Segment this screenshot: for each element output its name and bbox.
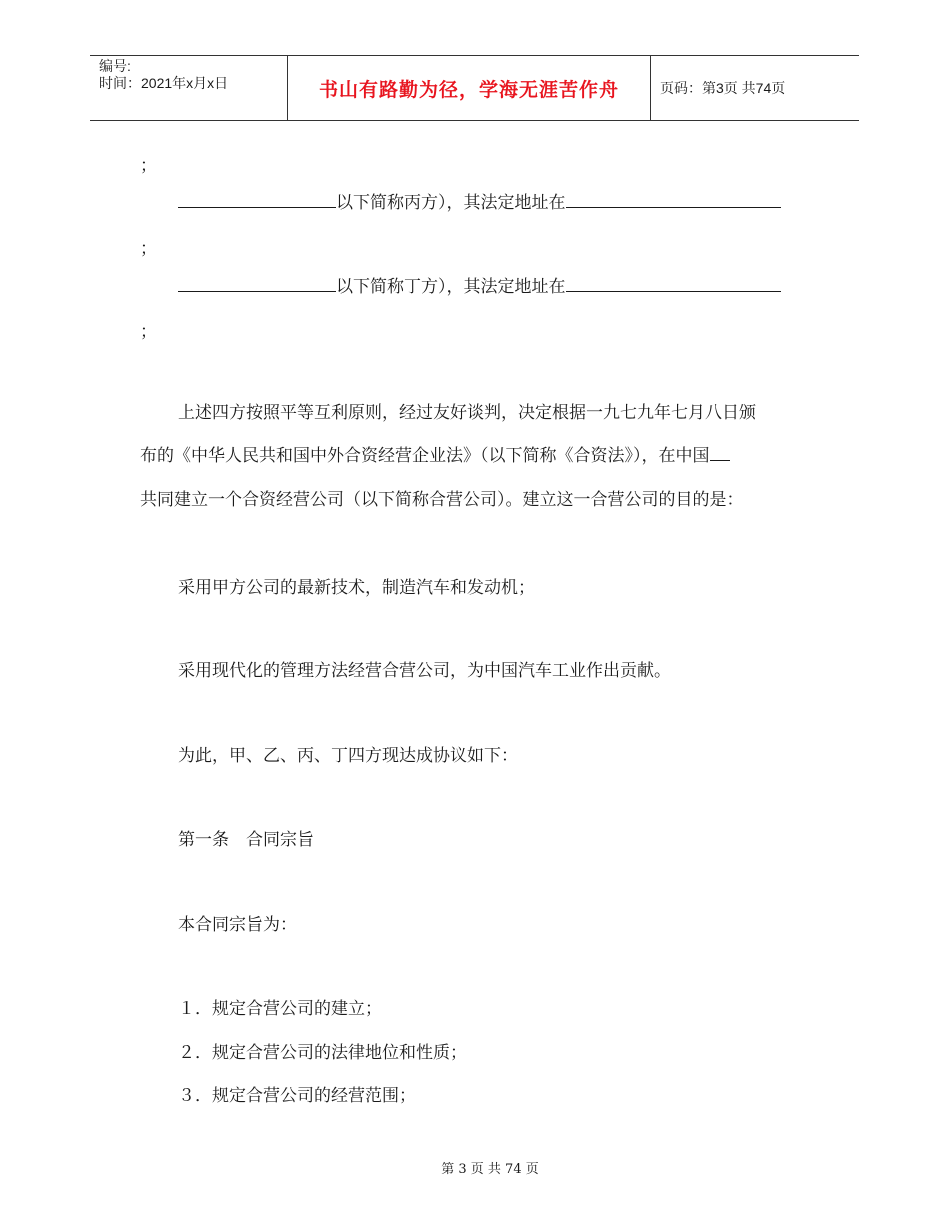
blank-field <box>178 275 336 292</box>
blank-field <box>566 275 781 292</box>
semicolon-line: ； <box>140 156 157 176</box>
paragraph-line: 上述四方按照平等互利原则，经过友好谈判，决定根据一九七九年七月八日颁 <box>178 403 756 423</box>
semicolon-line: ； <box>140 239 157 259</box>
page-footer: 第 3 页 共 74 页 <box>441 1162 539 1177</box>
party-c-text: 以下简称丙方），其法定地址在 <box>336 193 566 213</box>
party-d-line <box>178 272 781 297</box>
agreement-line: 为此，甲、乙、丙、丁四方现达成协议如下： <box>178 746 518 766</box>
header-page-info: 页码：第3页 共74页 <box>660 80 786 96</box>
list-item: ３．规定合营公司的经营范围； <box>178 1086 416 1106</box>
header-meta <box>90 56 287 120</box>
time-label: 时间：2021年x月x日 <box>99 75 229 91</box>
purpose-line: 采用现代化的管理方法经营合营公司，为中国汽车工业作出贡献。 <box>178 661 671 681</box>
blank-field <box>566 191 781 208</box>
list-item: ２．规定合营公司的法律地位和性质； <box>178 1043 467 1063</box>
header-motto: 书山有路勤为径，学海无涯苦作舟 <box>287 56 651 120</box>
party-c-line <box>178 188 781 213</box>
number-label: 编号: <box>99 58 131 74</box>
paragraph-line <box>140 441 730 466</box>
party-d-text: 以下简称丁方），其法定地址在 <box>336 277 566 297</box>
purpose-line: 采用甲方公司的最新技术，制造汽车和发动机； <box>178 578 535 598</box>
blank-field <box>710 444 730 461</box>
semicolon-line: ； <box>140 322 157 342</box>
article-heading: 第一条 合同宗旨 <box>178 830 314 850</box>
blank-field <box>178 191 336 208</box>
list-item: １．规定合营公司的建立； <box>178 999 382 1019</box>
paragraph-line: 共同建立一个合资经营公司（以下简称合营公司）。建立这一合营公司的目的是： <box>140 490 744 510</box>
paragraph-text: 布的《中华人民共和国中外合资经营企业法》（以下简称《合资法》），在中国 <box>140 446 710 466</box>
article-intro: 本合同宗旨为： <box>178 915 297 935</box>
page-header <box>90 55 859 121</box>
